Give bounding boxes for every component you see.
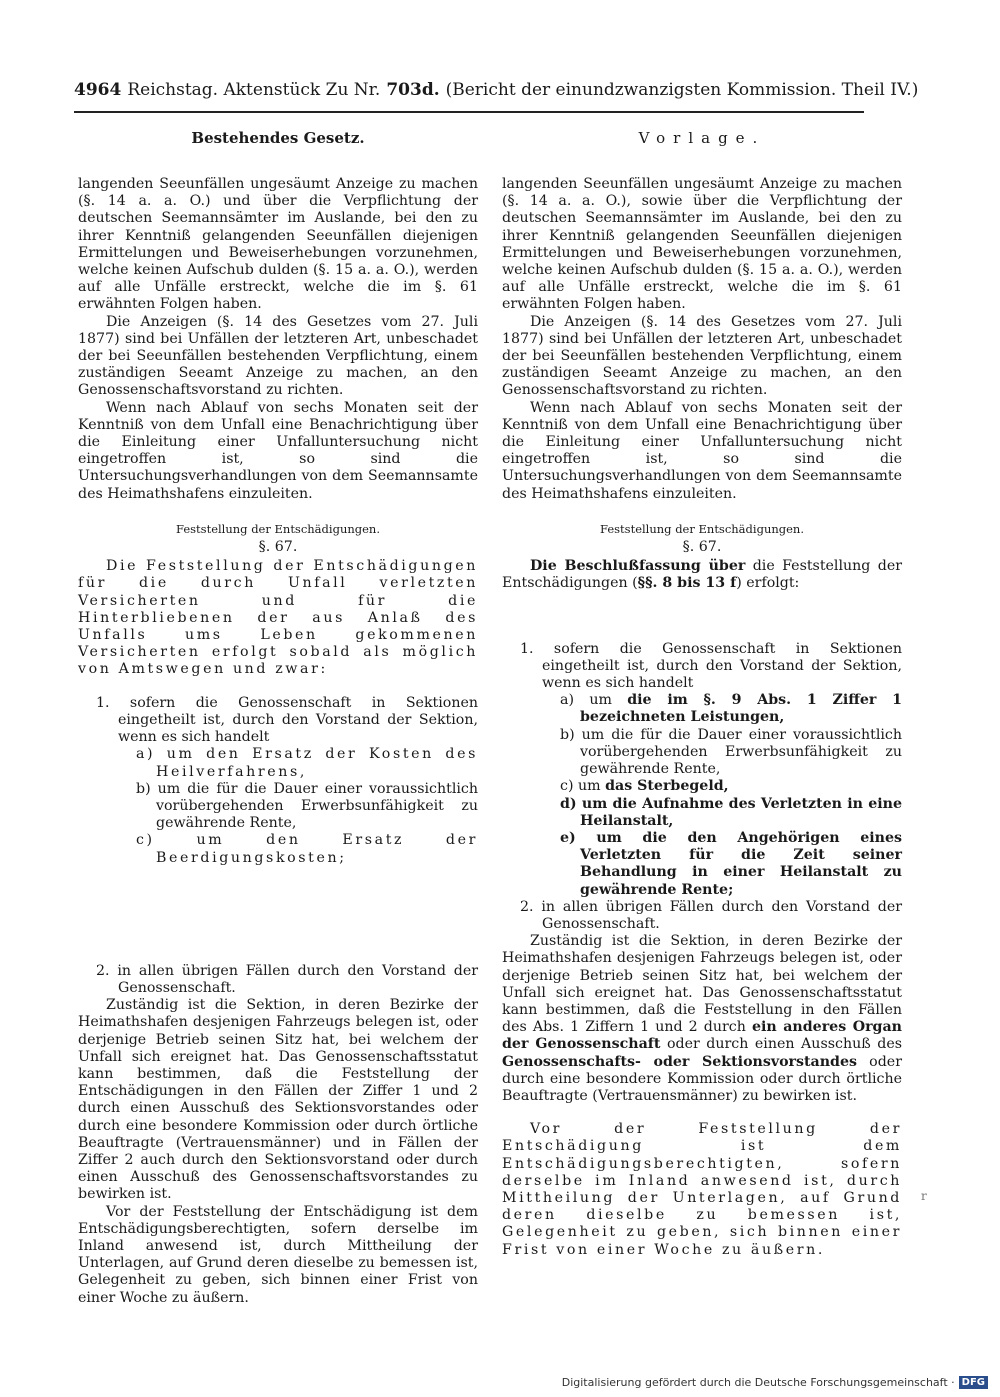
left-spacer [78,679,478,695]
right-p4-text-1: die Feststellung der Entschädigungen ( [502,558,903,592]
left-section-number: §. 67. [258,539,298,556]
right-paragraph-2: Die Anzeigen (§. 14 des Gesetzes vom 27. Juli 1877) sind bei Unfällen der letzteren Art, unbeschadet der bei Seeunfällen bestehenden Verpflichtung, einem zuständigen Seeamt Anzeige zu machen, an den Genossenschaftsvorstand zu richten. [502,313,902,399]
right-p5-bold-2: Genossenschafts- oder Sektionsvorstandes [502,1053,857,1070]
right-p5-text-3: oder durch eine besondere Kommission oder durch örtliche Beauftragte (Vertrauensmänner) zu bewirken ist. [502,1053,902,1104]
left-item-1a: a) um den Ersatz der Kosten des Heilverfahrens, [136,746,478,780]
document-number: 703d. [386,80,440,100]
right-item-2: 2. in allen übrigen Fällen durch den Vorstand der Genossenschaft. [520,898,902,932]
right-item-1e: e) um die den Angehörigen eines Verletzten für die Zeit seiner Behandlung in einer Heilanstalt zu gewährende Rente; [560,829,902,898]
left-paragraph-1: langenden Seeunfällen ungesäumt Anzeige zu machen (§. 14 a. a. O.) und über die Verpflichtung der deutschen Seemannsämter im Auslande, bei den zu ihrer Kenntniß gelangenden Seeunfällen diejenigen Ermittelungen und Beweiserhebungen vorzunehmen, welche keinen Aufschub dulden (§. 15 a. a. O.), werden auf alle Unfälle erstreckt, welche die im §. 61 erwähnten Folgen haben. [78,176,478,313]
left-column [78,130,478,1307]
right-column [502,130,902,1259]
right-p5-text-1: Zuständig ist die Sektion, in deren Bezirke der Heimathshafen desjenigen Fahrzeugs belegen ist, oder derjenige Betrieb seinen Sitz hat, bei welchem der Unfall sich ereignet hat. Das Genossenschaftsstatut kann bestimmen, daß die Feststellung in den Fällen des Abs. 1 Ziffern 1 und 2 durch [502,933,902,1036]
left-item-1: 1. sofern die Genossenschaft in Sektionen eingetheilt ist, durch den Vorstand der Sektion, wenn es sich handelt [96,694,478,746]
footer [562,1376,988,1389]
left-paragraph-6: Vor der Feststellung der Entschädigung ist dem Entschädigungsberechtigten, sofern derselbe im Inland anwesend ist, durch Mittheilung der Unterlagen, auf Grund deren dieselbe zu bemessen ist, Gelegenheit zu geben, sich binnen einer Frist von einer Woche zu äußern. [78,1203,478,1306]
right-item-1a-prefix: a) um [560,692,628,709]
left-column-title: Bestehendes Gesetz. [191,129,365,147]
left-paragraph-4: Die Feststellung der Entschädigungen für die durch Unfall verletzten Versicherten und für die Hinterbliebenen der aus Anlaß des Unfalls ums Leben gekommenen Versicherten erfolgt sobald als möglich von Amtswegen und zwar: [78,558,478,678]
right-spacer [502,593,902,641]
left-item-1c: c) um den Ersatz der Beerdigungskosten; [136,832,478,866]
right-p4-bold-1: Die Beschlußfassung über [530,558,746,575]
right-p4-text-2: ) erfolgt: [736,575,800,592]
right-p5-text-2: oder durch einen Ausschuß des [660,1036,902,1053]
right-item-1b: b) um die für die Dauer einer voraussichtlich vorübergehenden Erwerbsunfähigkeit zu gewährende Rente, [560,726,902,778]
right-p4-bold-2: §§. 8 bis 13 f [637,575,737,592]
right-item-1c-prefix: c) um [560,778,606,795]
right-item-1c [502,778,902,795]
right-subheading: Feststellung der Entschädigungen. [600,521,804,536]
right-column-title: Vorlage. [638,129,766,147]
dfg-logo: DFG [959,1376,988,1389]
left-spacer-2 [78,867,478,963]
margin-mark: r [921,1189,927,1203]
left-paragraph-5: Zuständig ist die Sektion, in deren Bezirke der Heimathshafen desjenigen Fahrzeugs belegen ist, oder derjenige Betrieb seinen Sitz hat, bei welchem der Unfall sich ereignet hat. Das Genossenschaftsstatut kann bestimmen, daß die Feststellung der Entschädigungen in den Fällen der Ziffer 1 und 2 durch einen Ausschuß des Sektionsvorstandes oder durch eine besondere Kommission oder durch örtliche Beauftragte (Vertrauensmänner) und in Fällen der Ziffer 2 auch durch den Sektionsvorstand oder durch einen Ausschuß des Genossenschaftsvorstandes zu bewirken ist. [78,997,478,1203]
left-paragraph-3: Wenn nach Ablauf von sechs Monaten seit der Kenntniß von dem Unfall eine Benachrichtigung über die Einleitung einer Unfalluntersuchung nicht eingetroffen ist, so sind die Untersuchungsverhandlungen von dem Seemannsamte des Heimathshafens einzuleiten. [78,399,478,502]
right-p5-bold-1: ein anderes Organ der Genossenschaft [502,1019,902,1053]
right-paragraph-3: Wenn nach Ablauf von sechs Monaten seit der Kenntniß von dem Unfall eine Benachrichtigung über die Einleitung einer Unfalluntersuchung nicht eingetroffen ist, so sind die Untersuchungsverhandlungen von dem Seemannsamte des Heimathshafens einzuleiten. [502,399,902,502]
header-rule [74,111,864,113]
right-item-1: 1. sofern die Genossenschaft in Sektionen eingetheilt ist, durch den Vorstand der Sektion, wenn es sich handelt [520,640,902,692]
page-number: 4964 [74,80,122,100]
right-item-1c-bold: das Sterbegeld, [605,778,729,795]
left-item-2: 2. in allen übrigen Fällen durch den Vorstand der Genossenschaft. [96,962,478,996]
header-title: Reichstag. Aktenstück Zu Nr. [127,80,381,100]
left-item-1b: b) um die für die Dauer einer voraussichtlich vorübergehenden Erwerbsunfähigkeit zu gewährende Rente, [136,780,478,832]
right-paragraph-4 [502,558,902,592]
footer-credit: Digitalisierung gefördert durch die Deutsche Forschungsgemeinschaft · [561,1376,955,1389]
right-item-1a [502,692,902,726]
right-paragraph-1: langenden Seeunfällen ungesäumt Anzeige zu machen (§. 14 a. a. O.), sowie über die Verpflichtung der deutschen Seemannsämter im Auslande, bei den zu ihrer Kenntniß gelangenden Seeunfällen diejenigen Ermittelungen und Beweiserhebungen vorzunehmen, welche keinen Aufschub dulden (§. 15 a. a. O.), werden auf alle Unfälle erstreckt, welche die im §. 61 erwähnten Folgen haben. [502,176,902,313]
right-section-number: §. 67. [682,539,722,556]
page-header [74,80,919,100]
right-paragraph-5 [502,933,902,1105]
right-item-1a-bold: die im §. 9 Abs. 1 Ziffer 1 bezeichneten Leistungen, [580,692,902,726]
right-item-1d: d) um die Aufnahme des Verletzten in eine Heilanstalt, [560,795,902,829]
right-spacer-2 [502,1105,902,1121]
right-paragraph-6: Vor der Feststellung der Entschädigung ist dem Entschädigungsberechtigten, sofern derselbe im Inland anwesend ist, durch Mittheilung der Unterlagen, auf Grund deren dieselbe zu bemessen ist, Gelegenheit zu geben, sich binnen einer Frist von einer Woche zu äußern. [502,1121,902,1258]
header-subtitle: (Bericht der einundzwanzigsten Kommission. Theil IV.) [445,80,919,100]
left-subheading: Feststellung der Entschädigungen. [176,521,380,536]
left-paragraph-2: Die Anzeigen (§. 14 des Gesetzes vom 27. Juli 1877) sind bei Unfällen der letzteren Art, unbeschadet der bei Seeunfällen bestehenden Verpflichtung, einem zuständigen Seeamt Anzeige zu machen, an den Genossenschaftsvorstand zu richten. [78,313,478,399]
